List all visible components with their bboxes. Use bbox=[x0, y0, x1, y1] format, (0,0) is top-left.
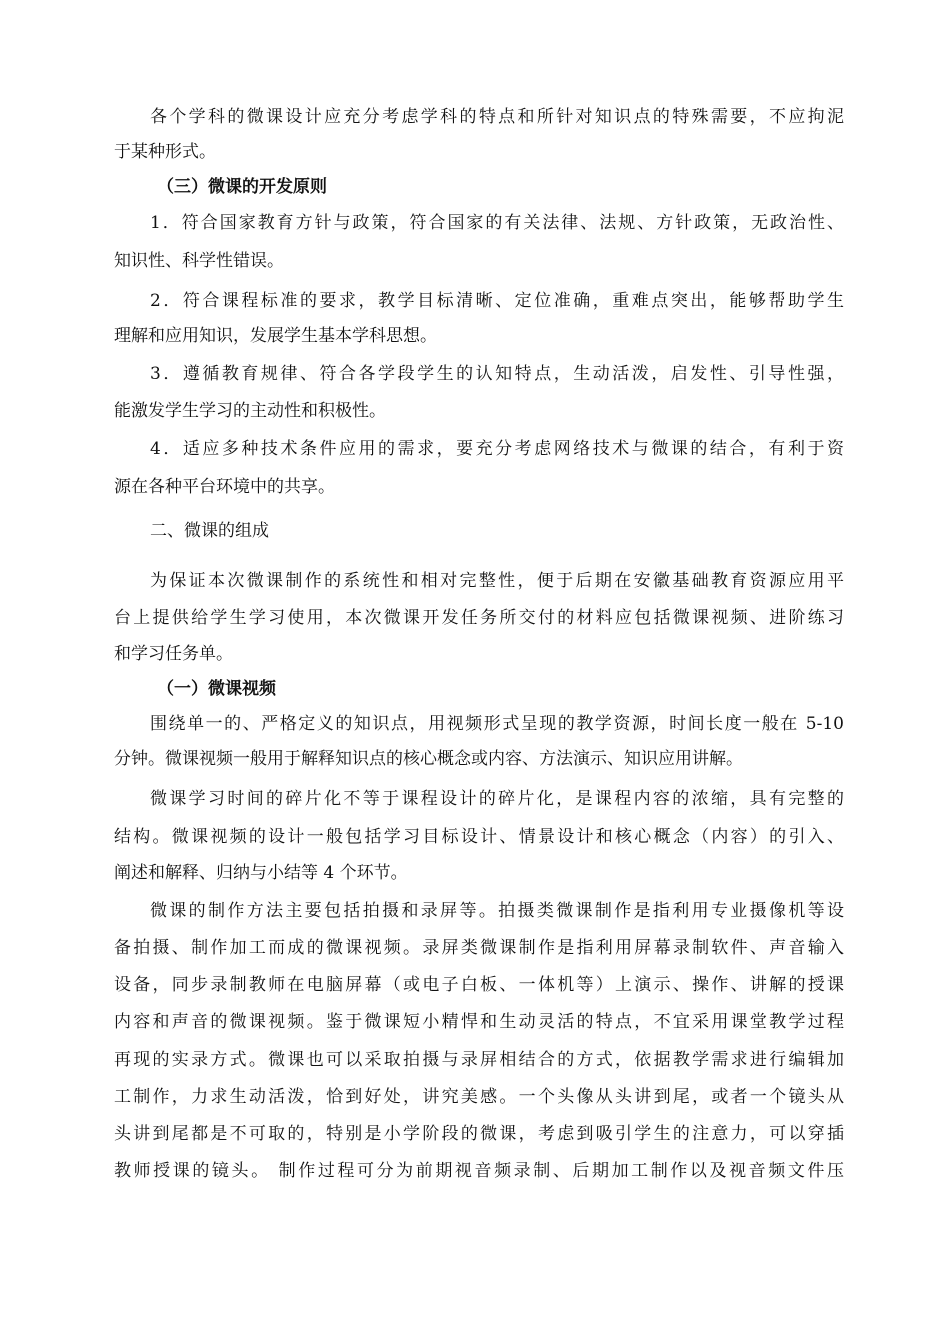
paragraph-line: 备拍摄、制作加工而成的微课视频。录屏类微课制作是指利用屏幕录制软件、声音输入 bbox=[114, 938, 844, 958]
paragraph-line: 理解和应用知识，发展学生基本学科思想。 bbox=[114, 326, 437, 346]
paragraph-line: 为保证本次微课制作的系统性和相对完整性，便于后期在安徽基础教育资源应用平 bbox=[150, 571, 844, 591]
paragraph-line: 台上提供给学生学习使用，本次微课开发任务所交付的材料应包括微课视频、进阶练习 bbox=[114, 608, 844, 628]
paragraph-line: 1．符合国家教育方针与政策，符合国家的有关法律、法规、方针政策，无政治性、 bbox=[150, 213, 844, 233]
subsection-heading: （三）微课的开发原则 bbox=[157, 177, 327, 197]
paragraph-line: 再现的实录方式。微课也可以采取拍摄与录屏相结合的方式，依据教学需求进行编辑加 bbox=[114, 1050, 844, 1070]
paragraph-line: 微课的制作方法主要包括拍摄和录屏等。拍摄类微课制作是指利用专业摄像机等设 bbox=[150, 901, 844, 921]
paragraph-line: 工制作，力求生动活泼，恰到好处，讲究美感。一个头像从头讲到尾，或者一个镜头从 bbox=[114, 1087, 844, 1107]
paragraph-line: 能激发学生学习的主动性和积极性。 bbox=[114, 401, 386, 421]
paragraph-line: 源在各种平台环境中的共享。 bbox=[114, 477, 335, 497]
paragraph-line: 分钟。微课视频一般用于解释知识点的核心概念或内容、方法演示、知识应用讲解。 bbox=[114, 749, 743, 769]
paragraph-line: 3．遵循教育规律、符合各学段学生的认知特点，生动活泼，启发性、引导性强， bbox=[150, 364, 844, 384]
paragraph-line: 教师授课的镜头。 制作过程可分为前期视音频录制、后期加工制作以及视音频文件压 bbox=[114, 1161, 844, 1181]
paragraph-line: 知识性、科学性错误。 bbox=[114, 251, 284, 271]
subsection-heading: （一）微课视频 bbox=[157, 679, 276, 699]
paragraph-line: 设备，同步录制教师在电脑屏幕（或电子白板、一体机等）上演示、操作、讲解的授课 bbox=[114, 975, 844, 995]
paragraph-line: 微课学习时间的碎片化不等于课程设计的碎片化，是课程内容的浓缩，具有完整的 bbox=[150, 789, 844, 809]
paragraph-line: 内容和声音的微课视频。鉴于微课短小精悍和生动灵活的特点，不宜采用课堂教学过程 bbox=[114, 1012, 844, 1032]
paragraph-line: 结构。微课视频的设计一般包括学习目标设计、情景设计和核心概念（内容）的引入、 bbox=[114, 827, 844, 847]
paragraph-line: 和学习任务单。 bbox=[114, 644, 233, 664]
paragraph-line: 各个学科的微课设计应充分考虑学科的特点和所针对知识点的特殊需要，不应拘泥 bbox=[150, 107, 844, 127]
section-heading: 二、微课的组成 bbox=[150, 521, 269, 541]
paragraph-line: 4．适应多种技术条件应用的需求，要充分考虑网络技术与微课的结合，有利于资 bbox=[150, 439, 844, 459]
paragraph-line: 头讲到尾都是不可取的，特别是小学阶段的微课，考虑到吸引学生的注意力，可以穿插 bbox=[114, 1124, 844, 1144]
paragraph-line: 2．符合课程标准的要求，教学目标清晰、定位准确，重难点突出，能够帮助学生 bbox=[150, 291, 844, 311]
paragraph-line: 阐述和解释、归纳与小结等 4 个环节。 bbox=[114, 863, 408, 883]
paragraph-line: 围绕单一的、严格定义的知识点，用视频形式呈现的教学资源，时间长度一般在 5-10 bbox=[150, 714, 844, 734]
paragraph-line: 于某种形式。 bbox=[114, 142, 216, 162]
